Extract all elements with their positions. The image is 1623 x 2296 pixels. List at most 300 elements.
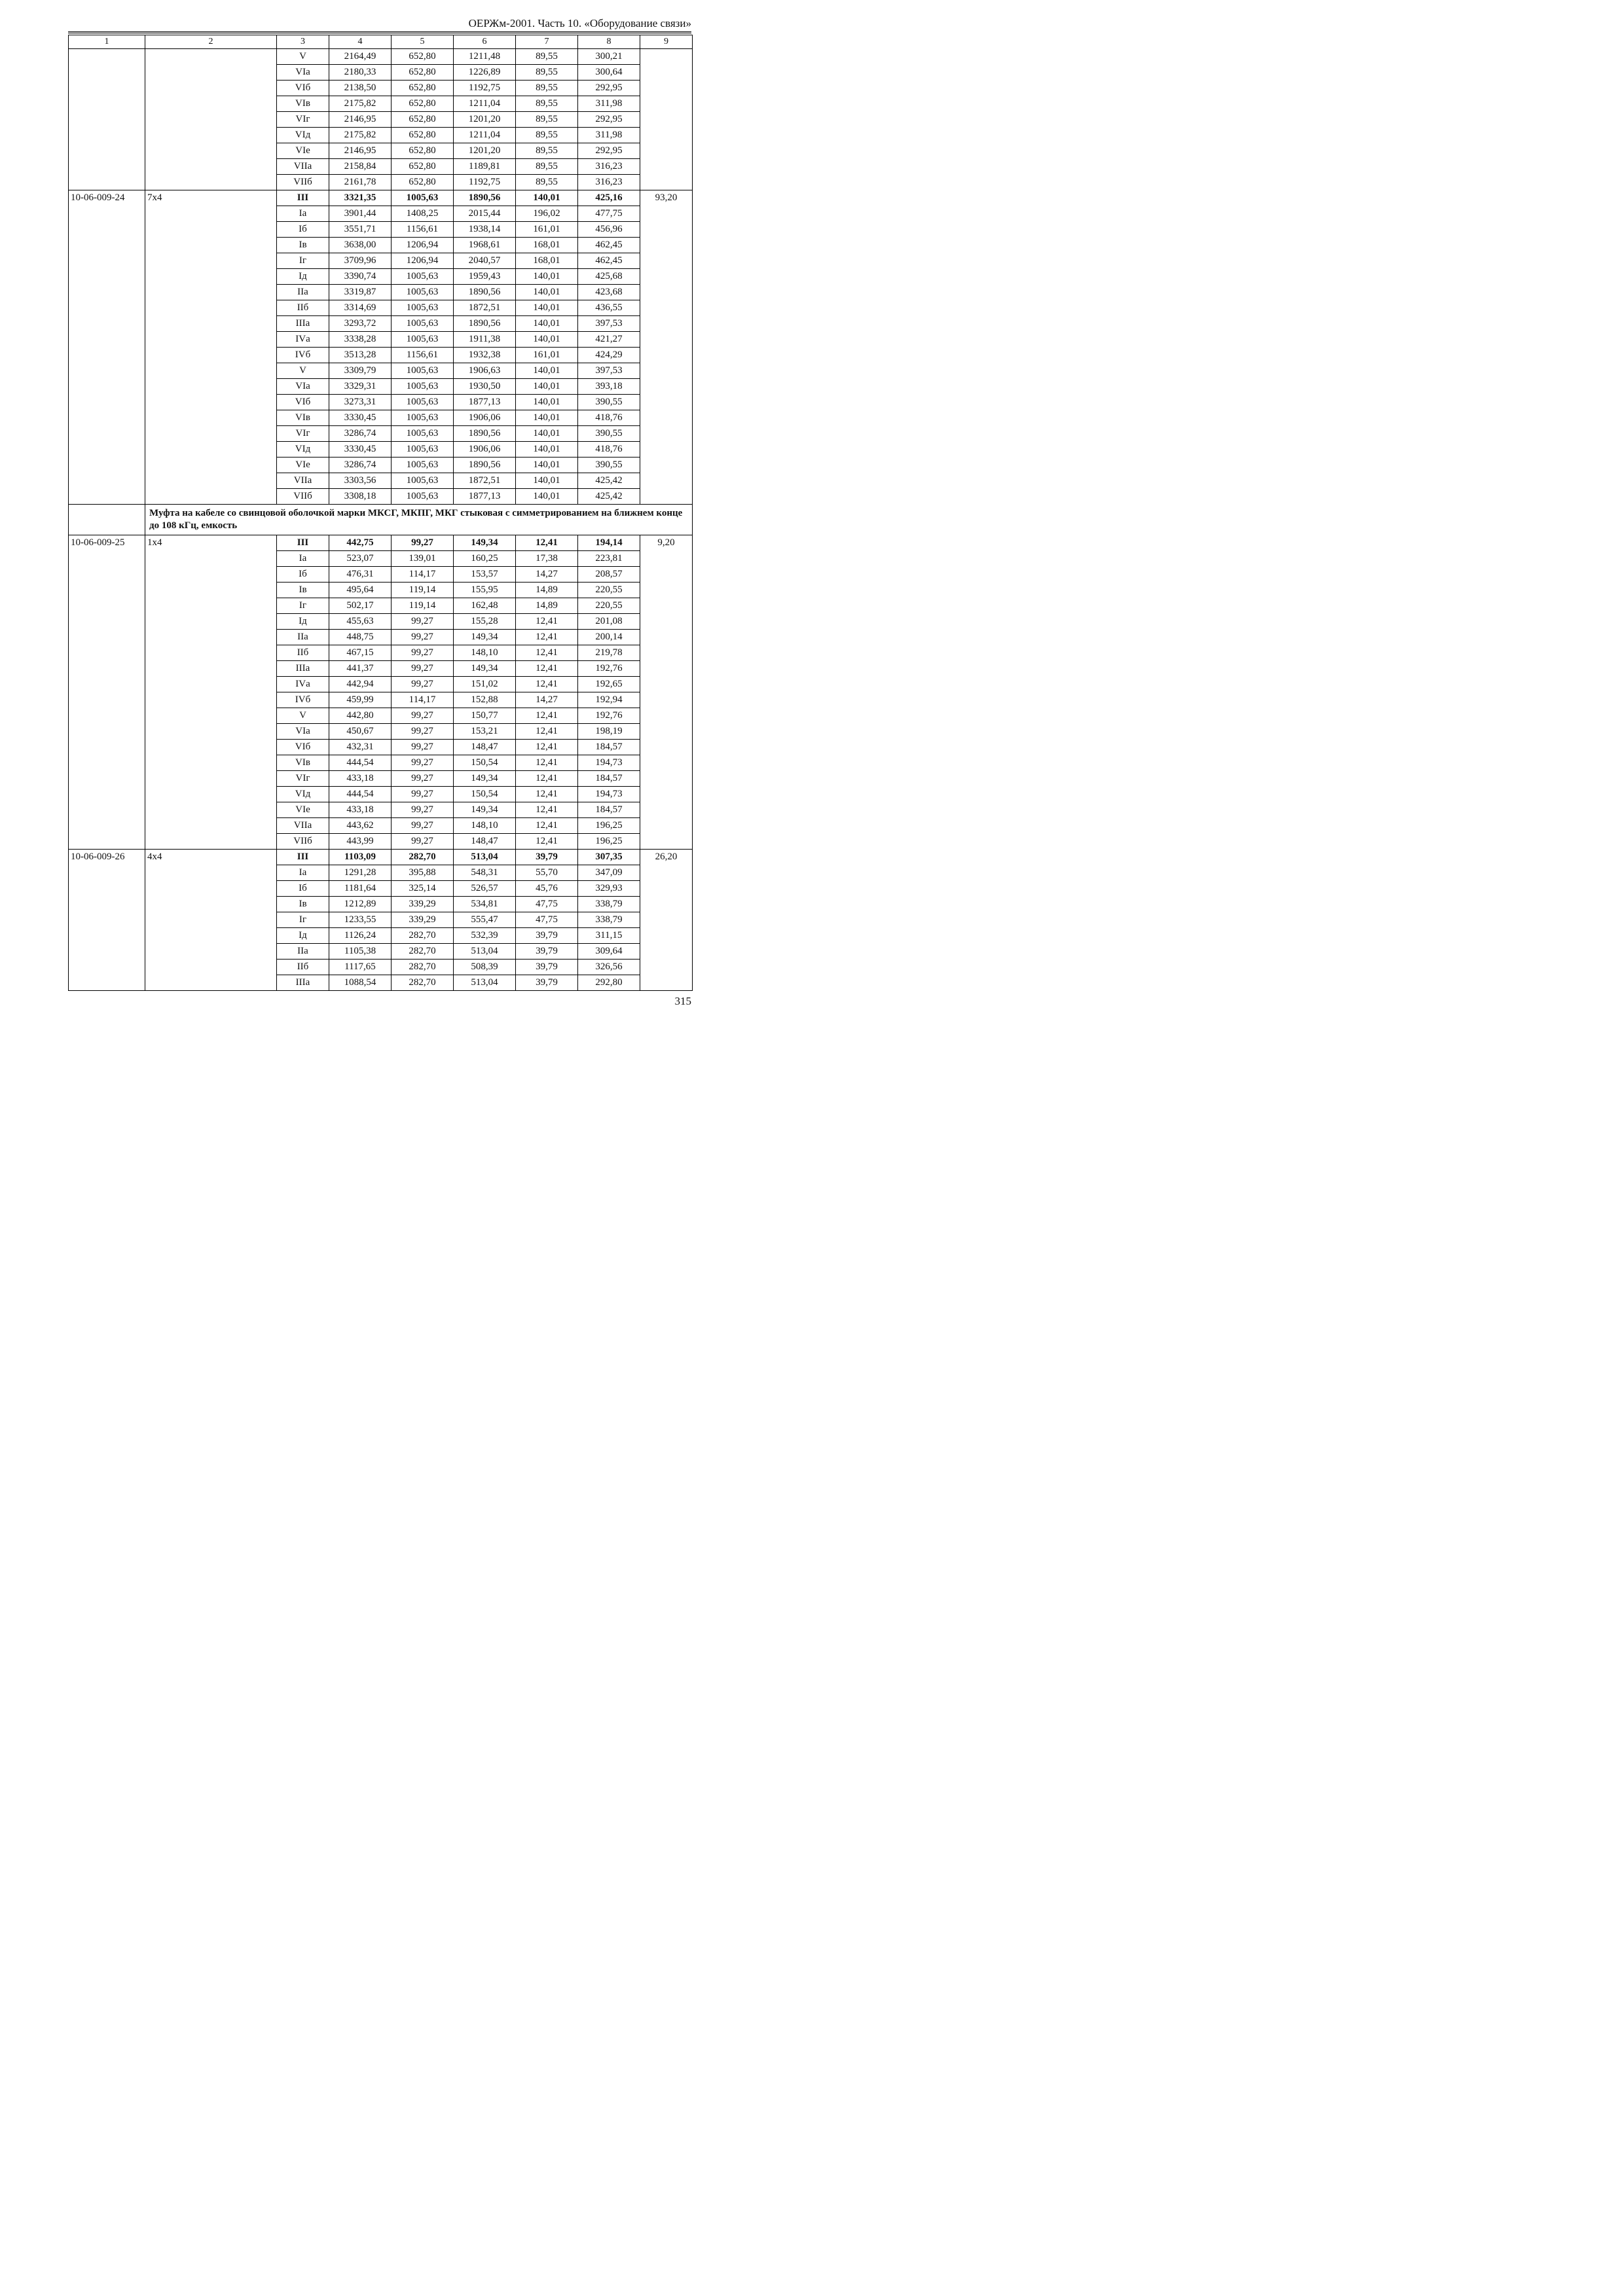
value-cell: 1890,56 — [454, 190, 516, 206]
zone-level-cell: VIб — [277, 740, 329, 755]
table-row — [69, 535, 693, 551]
value-cell: 89,55 — [516, 49, 578, 65]
value-cell: 2180,33 — [329, 65, 392, 81]
value-cell: 140,01 — [516, 442, 578, 457]
zone-level-cell: VIIб — [277, 834, 329, 850]
value-cell: 149,34 — [454, 771, 516, 787]
value-cell: 12,41 — [516, 535, 578, 551]
value-cell: 652,80 — [392, 112, 454, 128]
value-cell: 119,14 — [392, 583, 454, 598]
value-cell: 89,55 — [516, 65, 578, 81]
value-cell: 140,01 — [516, 285, 578, 300]
value-cell: 2146,95 — [329, 112, 392, 128]
value-cell: 1890,56 — [454, 457, 516, 473]
value-cell: 1103,09 — [329, 850, 392, 865]
value-cell: 652,80 — [392, 81, 454, 96]
value-cell: 140,01 — [516, 316, 578, 332]
value-cell: 443,62 — [329, 818, 392, 834]
zone-level-cell: Iа — [277, 206, 329, 222]
value-cell: 155,95 — [454, 583, 516, 598]
column-number: 1 — [69, 35, 145, 49]
value-cell: 1906,06 — [454, 410, 516, 426]
value-cell: 12,41 — [516, 645, 578, 661]
value-cell: 1005,63 — [392, 285, 454, 300]
zone-level-cell: Iг — [277, 253, 329, 269]
value-cell: 148,47 — [454, 834, 516, 850]
zone-level-cell: Iг — [277, 912, 329, 928]
norm-code: 10-06-009-24 — [69, 190, 145, 505]
value-cell: 423,68 — [578, 285, 640, 300]
value-cell: 1192,75 — [454, 175, 516, 190]
value-cell: 325,14 — [392, 881, 454, 897]
capacity-cell: 4х4 — [145, 850, 277, 991]
value-cell: 150,54 — [454, 755, 516, 771]
value-cell: 14,89 — [516, 583, 578, 598]
value-cell: 1890,56 — [454, 316, 516, 332]
value-cell: 89,55 — [516, 81, 578, 96]
value-cell: 1156,61 — [392, 222, 454, 238]
zone-level-cell: Iб — [277, 881, 329, 897]
zone-level-cell: III — [277, 535, 329, 551]
value-cell: 548,31 — [454, 865, 516, 881]
section-heading: Муфта на кабеле со свинцовой оболочкой марки МКСГ, МКПГ, МКГ стыковая с симметрированием на ближнем конце до 108 кГц, емкость — [145, 505, 693, 535]
value-cell: 534,81 — [454, 897, 516, 912]
zone-level-cell: Iб — [277, 567, 329, 583]
column-number: 2 — [145, 35, 277, 49]
zone-level-cell: VIд — [277, 442, 329, 457]
value-cell: 395,88 — [392, 865, 454, 881]
value-cell: 184,57 — [578, 740, 640, 755]
value-cell: 307,35 — [578, 850, 640, 865]
zone-level-cell: IIб — [277, 960, 329, 975]
value-cell: 3901,44 — [329, 206, 392, 222]
value-cell: 192,94 — [578, 692, 640, 708]
value-cell: 140,01 — [516, 489, 578, 505]
value-cell: 292,95 — [578, 143, 640, 159]
zone-level-cell: Iв — [277, 897, 329, 912]
weight-cell: 9,20 — [640, 535, 693, 850]
zone-level-cell: IIа — [277, 630, 329, 645]
capacity-cell: 7х4 — [145, 190, 277, 505]
column-number: 8 — [578, 35, 640, 49]
value-cell: 1005,63 — [392, 190, 454, 206]
value-cell: 311,15 — [578, 928, 640, 944]
zone-level-cell: III — [277, 850, 329, 865]
value-cell: 1189,81 — [454, 159, 516, 175]
value-cell: 2175,82 — [329, 96, 392, 112]
value-cell: 12,41 — [516, 771, 578, 787]
value-cell: 1005,63 — [392, 395, 454, 410]
value-cell: 418,76 — [578, 410, 640, 426]
value-cell: 1211,48 — [454, 49, 516, 65]
value-cell: 311,98 — [578, 128, 640, 143]
value-cell: 89,55 — [516, 96, 578, 112]
value-cell: 652,80 — [392, 49, 454, 65]
value-cell: 39,79 — [516, 850, 578, 865]
table-row — [69, 49, 693, 65]
value-cell: 1005,63 — [392, 473, 454, 489]
value-cell: 1005,63 — [392, 363, 454, 379]
value-cell: 1005,63 — [392, 410, 454, 426]
value-cell: 1005,63 — [392, 489, 454, 505]
value-cell: 1877,13 — [454, 489, 516, 505]
value-cell: 338,79 — [578, 912, 640, 928]
value-cell: 140,01 — [516, 426, 578, 442]
value-cell: 1906,06 — [454, 442, 516, 457]
value-cell: 99,27 — [392, 614, 454, 630]
zone-level-cell: III — [277, 190, 329, 206]
zone-level-cell: VIIб — [277, 175, 329, 190]
value-cell: 508,39 — [454, 960, 516, 975]
value-cell: 99,27 — [392, 771, 454, 787]
value-cell: 12,41 — [516, 802, 578, 818]
zone-level-cell: IIа — [277, 285, 329, 300]
zone-level-cell: VIд — [277, 787, 329, 802]
value-cell: 1930,50 — [454, 379, 516, 395]
value-cell: 421,27 — [578, 332, 640, 348]
value-cell: 160,25 — [454, 551, 516, 567]
value-cell: 1206,94 — [392, 253, 454, 269]
value-cell: 119,14 — [392, 598, 454, 614]
value-cell: 162,48 — [454, 598, 516, 614]
value-cell: 477,75 — [578, 206, 640, 222]
value-cell: 3709,96 — [329, 253, 392, 269]
zone-level-cell: IIIа — [277, 975, 329, 991]
value-cell: 99,27 — [392, 645, 454, 661]
value-cell: 1005,63 — [392, 316, 454, 332]
value-cell: 3390,74 — [329, 269, 392, 285]
column-number: 5 — [392, 35, 454, 49]
value-cell: 523,07 — [329, 551, 392, 567]
value-cell: 196,02 — [516, 206, 578, 222]
zone-level-cell: VIв — [277, 755, 329, 771]
column-number: 9 — [640, 35, 693, 49]
section-heading-row — [69, 505, 693, 535]
value-cell: 149,34 — [454, 535, 516, 551]
value-cell: 436,55 — [578, 300, 640, 316]
value-cell: 3286,74 — [329, 426, 392, 442]
value-cell: 3286,74 — [329, 457, 392, 473]
value-cell: 2158,84 — [329, 159, 392, 175]
value-cell: 194,73 — [578, 755, 640, 771]
value-cell: 39,79 — [516, 928, 578, 944]
value-cell: 3338,28 — [329, 332, 392, 348]
zone-level-cell: VIIб — [277, 489, 329, 505]
value-cell: 47,75 — [516, 897, 578, 912]
value-cell: 3330,45 — [329, 442, 392, 457]
value-cell: 424,29 — [578, 348, 640, 363]
value-cell: 161,01 — [516, 222, 578, 238]
value-cell: 220,55 — [578, 598, 640, 614]
zone-level-cell: IIб — [277, 645, 329, 661]
value-cell: 99,27 — [392, 535, 454, 551]
value-cell: 292,80 — [578, 975, 640, 991]
norms-table — [68, 35, 693, 991]
weight-cell — [640, 49, 693, 190]
column-number: 3 — [277, 35, 329, 49]
value-cell: 152,88 — [454, 692, 516, 708]
value-cell: 114,17 — [392, 567, 454, 583]
value-cell: 1233,55 — [329, 912, 392, 928]
value-cell: 1911,38 — [454, 332, 516, 348]
value-cell: 153,57 — [454, 567, 516, 583]
value-cell: 148,10 — [454, 818, 516, 834]
value-cell: 532,39 — [454, 928, 516, 944]
table-body — [69, 35, 693, 991]
value-cell: 1906,63 — [454, 363, 516, 379]
zone-level-cell: V — [277, 49, 329, 65]
value-cell: 3309,79 — [329, 363, 392, 379]
value-cell: 12,41 — [516, 661, 578, 677]
value-cell: 326,56 — [578, 960, 640, 975]
zone-level-cell: VIе — [277, 143, 329, 159]
zone-level-cell: V — [277, 708, 329, 724]
value-cell: 425,16 — [578, 190, 640, 206]
value-cell: 1005,63 — [392, 379, 454, 395]
zone-level-cell: IIа — [277, 944, 329, 960]
value-cell: 444,54 — [329, 755, 392, 771]
value-cell: 89,55 — [516, 128, 578, 143]
value-cell: 140,01 — [516, 269, 578, 285]
document-header: ОЕРЖм-2001. Часть 10. «Оборудование связи» — [468, 17, 691, 29]
zone-level-cell: VIв — [277, 96, 329, 112]
value-cell: 1005,63 — [392, 442, 454, 457]
value-cell: 114,17 — [392, 692, 454, 708]
value-cell: 45,76 — [516, 881, 578, 897]
value-cell: 3330,45 — [329, 410, 392, 426]
value-cell: 168,01 — [516, 253, 578, 269]
value-cell: 220,55 — [578, 583, 640, 598]
table-row — [69, 190, 693, 206]
value-cell: 140,01 — [516, 473, 578, 489]
zone-level-cell: IIIа — [277, 316, 329, 332]
zone-level-cell: VIе — [277, 457, 329, 473]
value-cell: 140,01 — [516, 410, 578, 426]
value-cell: 1890,56 — [454, 426, 516, 442]
value-cell: 151,02 — [454, 677, 516, 692]
value-cell: 513,04 — [454, 850, 516, 865]
value-cell: 1206,94 — [392, 238, 454, 253]
zone-level-cell: VIа — [277, 724, 329, 740]
value-cell: 425,42 — [578, 473, 640, 489]
value-cell: 1890,56 — [454, 285, 516, 300]
value-cell: 3319,87 — [329, 285, 392, 300]
capacity-cell — [145, 49, 277, 190]
value-cell: 140,01 — [516, 457, 578, 473]
zone-level-cell: VIб — [277, 81, 329, 96]
value-cell: 12,41 — [516, 787, 578, 802]
value-cell: 1201,20 — [454, 143, 516, 159]
value-cell: 397,53 — [578, 363, 640, 379]
value-cell: 1211,04 — [454, 96, 516, 112]
value-cell: 1105,38 — [329, 944, 392, 960]
value-cell: 3308,18 — [329, 489, 392, 505]
value-cell: 149,34 — [454, 661, 516, 677]
value-cell: 513,04 — [454, 944, 516, 960]
value-cell: 282,70 — [392, 975, 454, 991]
value-cell: 433,18 — [329, 771, 392, 787]
zone-level-cell: VIIа — [277, 473, 329, 489]
value-cell: 390,55 — [578, 457, 640, 473]
zone-level-cell: VIг — [277, 112, 329, 128]
value-cell: 1126,24 — [329, 928, 392, 944]
value-cell: 12,41 — [516, 614, 578, 630]
value-cell: 161,01 — [516, 348, 578, 363]
zone-level-cell: Iд — [277, 614, 329, 630]
norm-code: 10-06-009-25 — [69, 535, 145, 850]
zone-level-cell: IVа — [277, 332, 329, 348]
value-cell: 1938,14 — [454, 222, 516, 238]
value-cell: 150,54 — [454, 787, 516, 802]
value-cell: 444,54 — [329, 787, 392, 802]
value-cell: 200,14 — [578, 630, 640, 645]
value-cell: 194,73 — [578, 787, 640, 802]
zone-level-cell: VIа — [277, 379, 329, 395]
value-cell: 140,01 — [516, 332, 578, 348]
value-cell: 3273,31 — [329, 395, 392, 410]
value-cell: 442,94 — [329, 677, 392, 692]
value-cell: 502,17 — [329, 598, 392, 614]
value-cell: 12,41 — [516, 755, 578, 771]
value-cell: 219,78 — [578, 645, 640, 661]
value-cell: 99,27 — [392, 818, 454, 834]
value-cell: 149,34 — [454, 630, 516, 645]
value-cell: 652,80 — [392, 128, 454, 143]
value-cell: 99,27 — [392, 755, 454, 771]
value-cell: 1201,20 — [454, 112, 516, 128]
column-number: 7 — [516, 35, 578, 49]
zone-level-cell: VIIа — [277, 818, 329, 834]
zone-level-cell: Iа — [277, 865, 329, 881]
value-cell: 14,27 — [516, 692, 578, 708]
value-cell: 450,67 — [329, 724, 392, 740]
value-cell: 282,70 — [392, 944, 454, 960]
zone-level-cell: VIб — [277, 395, 329, 410]
value-cell: 14,89 — [516, 598, 578, 614]
value-cell: 12,41 — [516, 630, 578, 645]
value-cell: 168,01 — [516, 238, 578, 253]
value-cell: 55,70 — [516, 865, 578, 881]
value-cell: 1291,28 — [329, 865, 392, 881]
value-cell: 99,27 — [392, 834, 454, 850]
value-cell: 282,70 — [392, 960, 454, 975]
value-cell: 495,64 — [329, 583, 392, 598]
value-cell: 1872,51 — [454, 473, 516, 489]
value-cell: 432,31 — [329, 740, 392, 755]
value-cell: 2161,78 — [329, 175, 392, 190]
value-cell: 99,27 — [392, 740, 454, 755]
value-cell: 3638,00 — [329, 238, 392, 253]
value-cell: 89,55 — [516, 112, 578, 128]
value-cell: 555,47 — [454, 912, 516, 928]
value-cell: 140,01 — [516, 379, 578, 395]
value-cell: 1117,65 — [329, 960, 392, 975]
value-cell: 316,23 — [578, 175, 640, 190]
page-number: 315 — [674, 995, 691, 1007]
value-cell: 3293,72 — [329, 316, 392, 332]
value-cell: 282,70 — [392, 850, 454, 865]
section-blank-cell — [69, 505, 145, 535]
value-cell: 150,77 — [454, 708, 516, 724]
value-cell: 47,75 — [516, 912, 578, 928]
value-cell: 1212,89 — [329, 897, 392, 912]
zone-level-cell: IVб — [277, 348, 329, 363]
value-cell: 99,27 — [392, 802, 454, 818]
value-cell: 652,80 — [392, 159, 454, 175]
value-cell: 12,41 — [516, 818, 578, 834]
value-cell: 99,27 — [392, 661, 454, 677]
zone-level-cell: IIб — [277, 300, 329, 316]
value-cell: 1088,54 — [329, 975, 392, 991]
value-cell: 192,65 — [578, 677, 640, 692]
value-cell: 1005,63 — [392, 269, 454, 285]
value-cell: 526,57 — [454, 881, 516, 897]
value-cell: 89,55 — [516, 175, 578, 190]
value-cell: 1959,43 — [454, 269, 516, 285]
value-cell: 1181,64 — [329, 881, 392, 897]
value-cell: 456,96 — [578, 222, 640, 238]
value-cell: 339,29 — [392, 897, 454, 912]
capacity-cell: 1х4 — [145, 535, 277, 850]
value-cell: 1005,63 — [392, 300, 454, 316]
value-cell: 201,08 — [578, 614, 640, 630]
weight-cell: 26,20 — [640, 850, 693, 991]
value-cell: 1156,61 — [392, 348, 454, 363]
value-cell: 139,01 — [392, 551, 454, 567]
zone-level-cell: Iг — [277, 598, 329, 614]
value-cell: 148,10 — [454, 645, 516, 661]
zone-level-cell: VIв — [277, 410, 329, 426]
zone-level-cell: IIIа — [277, 661, 329, 677]
value-cell: 1932,38 — [454, 348, 516, 363]
column-number-row — [69, 35, 693, 49]
table-row — [69, 850, 693, 865]
value-cell: 1005,63 — [392, 332, 454, 348]
value-cell: 3513,28 — [329, 348, 392, 363]
value-cell: 338,79 — [578, 897, 640, 912]
value-cell: 1005,63 — [392, 426, 454, 442]
value-cell: 2164,49 — [329, 49, 392, 65]
value-cell: 99,27 — [392, 724, 454, 740]
value-cell: 1877,13 — [454, 395, 516, 410]
value-cell: 12,41 — [516, 740, 578, 755]
value-cell: 99,27 — [392, 630, 454, 645]
zone-level-cell: VIд — [277, 128, 329, 143]
value-cell: 140,01 — [516, 190, 578, 206]
value-cell: 3321,35 — [329, 190, 392, 206]
value-cell: 89,55 — [516, 143, 578, 159]
value-cell: 448,75 — [329, 630, 392, 645]
value-cell: 39,79 — [516, 944, 578, 960]
value-cell: 17,38 — [516, 551, 578, 567]
zone-level-cell: Iа — [277, 551, 329, 567]
value-cell: 390,55 — [578, 426, 640, 442]
value-cell: 39,79 — [516, 975, 578, 991]
value-cell: 196,25 — [578, 834, 640, 850]
zone-level-cell: VIг — [277, 426, 329, 442]
value-cell: 184,57 — [578, 802, 640, 818]
value-cell: 3329,31 — [329, 379, 392, 395]
value-cell: 192,76 — [578, 661, 640, 677]
value-cell: 1872,51 — [454, 300, 516, 316]
value-cell: 223,81 — [578, 551, 640, 567]
norm-code — [69, 49, 145, 190]
zone-level-cell: VIг — [277, 771, 329, 787]
value-cell: 300,64 — [578, 65, 640, 81]
zone-level-cell: VIе — [277, 802, 329, 818]
value-cell: 1408,25 — [392, 206, 454, 222]
value-cell: 442,75 — [329, 535, 392, 551]
